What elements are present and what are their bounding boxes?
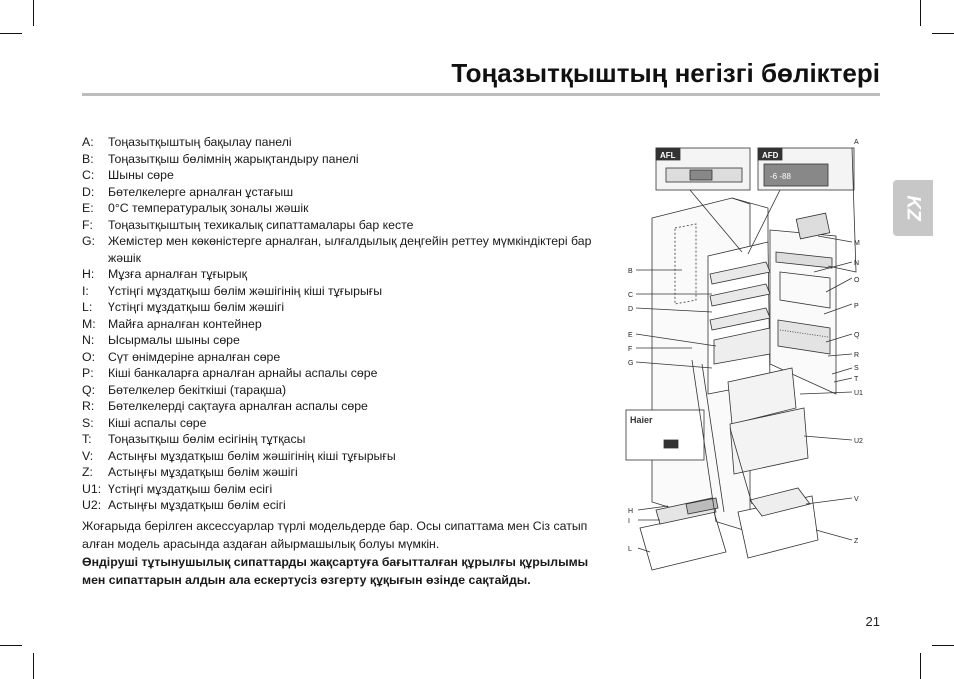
part-description: Астыңғы мұздатқыш бөлім жәшігінің кіші тұғырығы: [108, 448, 396, 463]
part-description: Жемістер мен көкөністерге арналған, ылғалдылық деңгейін реттеу мүмкіндіктері бар жәшік: [108, 234, 592, 265]
part-description: Сүт өнімдеріне арналған сөре: [108, 349, 281, 364]
panel-afd-label: AFD: [762, 151, 779, 160]
diagram-callout-label: G: [628, 360, 634, 367]
part-description: Тоңазытқыштың техикалық сипаттамалары бар кесте: [108, 217, 414, 232]
part-item: [82, 151, 607, 168]
part-description: Мұзға арналған тұғырық: [108, 267, 247, 281]
part-item: [82, 233, 607, 266]
part-item: [82, 382, 607, 399]
brand-logo: Haier: [630, 415, 653, 425]
diagram-callout-label: F: [628, 346, 633, 353]
part-code: R:: [82, 399, 95, 413]
manufacturer-disclaimer: Өндіруші тұтынушылық сипаттарды жақсартуға бағытталған құрылғы құрылымы мен сипаттарын алдын ала ескертусіз өзгерту құқығын өзінде сақтайды.: [82, 555, 589, 587]
part-code: E:: [82, 201, 94, 215]
diagram-callout-label: Q: [854, 332, 860, 339]
diagram-callout-label: T: [854, 376, 859, 383]
part-item: [82, 332, 607, 349]
part-code: G:: [82, 234, 95, 248]
crop-mark: [0, 645, 22, 646]
part-code: S:: [82, 415, 94, 430]
part-code: H:: [82, 267, 95, 281]
part-description: Үстіңгі мұздатқыш бөлім жәшігі: [108, 300, 285, 314]
page-number: 21: [865, 614, 880, 629]
part-code: N:: [82, 333, 95, 347]
part-item: [82, 266, 607, 283]
parts-list: [82, 134, 607, 514]
crop-mark: [0, 33, 22, 34]
part-description: Астыңғы мұздатқыш бөлім жәшігі: [108, 465, 298, 479]
part-item: [82, 365, 607, 382]
part-code: C:: [82, 168, 95, 182]
part-description: Үстіңгі мұздатқыш бөлім есігі: [108, 481, 273, 496]
diagram-callout-label: U1: [854, 390, 863, 397]
page-title: Тоңазытқыштың негізгі бөліктері: [451, 58, 880, 88]
diagram-callout-label: U2: [854, 438, 863, 445]
accessories-note: Жоғарыда берілген аксессуарлар түрлі модельдерде бар. Осы сипаттама мен Сіз сатып алған модель арасында аздаған айырмашылық болуы мүмкін.: [82, 519, 588, 551]
diagram-callout-label: S: [854, 365, 859, 372]
part-code: T:: [82, 432, 92, 446]
diagram-callout-label: P: [854, 303, 859, 310]
diagram-callout-label: B: [628, 268, 633, 275]
language-tab-label: KZ: [902, 195, 924, 221]
part-item: [82, 283, 607, 300]
diagram-callout-label: A: [854, 139, 859, 146]
part-description: Бөтелкелер бекіткіші (тарақша): [108, 382, 287, 397]
language-tab: [893, 180, 933, 236]
crop-mark: [920, 0, 921, 26]
part-code: Z:: [82, 465, 93, 479]
diagram-callout-label: V: [854, 496, 859, 503]
diagram-callout-label: E: [628, 332, 633, 339]
part-item: [82, 299, 607, 316]
part-code: I:: [82, 283, 89, 298]
crop-mark: [932, 33, 954, 34]
part-code: L:: [82, 300, 93, 314]
part-description: Ысырмалы шыны сөре: [108, 333, 240, 347]
part-code: A:: [82, 135, 94, 149]
fridge-diagram: [620, 132, 870, 584]
part-description: Кіші банкаларға арналған арнайы аспалы сөре: [108, 366, 378, 380]
part-description: Шыны сөре: [108, 168, 174, 182]
part-description: Майға арналған контейнер: [108, 316, 262, 331]
part-item: [82, 134, 607, 151]
crop-mark: [33, 0, 34, 26]
part-item: [82, 184, 607, 201]
part-code: B:: [82, 151, 94, 166]
diagram-callout-label: Z: [854, 538, 859, 545]
diagram-callout-label: L: [628, 546, 632, 553]
part-description: Тоңазытқыштың бақылау панелі: [108, 135, 292, 149]
diagram-callout-label: N: [854, 260, 860, 267]
diagram-callout-label: C: [628, 292, 634, 299]
part-item: [82, 464, 607, 481]
part-code: U1:: [82, 481, 102, 496]
part-code: F:: [82, 217, 93, 232]
crop-mark: [920, 653, 921, 679]
part-item: [82, 217, 607, 234]
diagram-callout-label: R: [854, 352, 860, 359]
part-item: [82, 200, 607, 217]
panel-display: -6 -88: [770, 172, 791, 181]
diagram-callout-label: M: [854, 240, 860, 247]
diagram-callout-label: H: [628, 508, 634, 515]
part-code: V:: [82, 448, 94, 463]
crop-mark: [33, 653, 34, 679]
title-divider: [82, 93, 880, 96]
part-item: [82, 398, 607, 415]
part-item: [82, 481, 607, 498]
part-item: [82, 349, 607, 366]
part-item: [82, 415, 607, 432]
diagram-callout-label: O: [854, 277, 860, 284]
part-code: P:: [82, 366, 94, 380]
part-description: Бөтелкелерді сақтауға арналған аспалы сөре: [108, 399, 368, 413]
part-code: D:: [82, 184, 95, 199]
part-description: Бөтелкелерге арналған ұстағыш: [108, 184, 294, 199]
part-description: 0°C температуралық зоналы жәшік: [108, 201, 309, 215]
crop-mark: [932, 645, 954, 646]
part-description: Тоңазытқыш бөлімнің жарықтандыру панелі: [108, 151, 359, 166]
part-item: [82, 497, 607, 514]
part-item: [82, 316, 607, 333]
part-code: U2:: [82, 498, 102, 512]
part-description: Үстіңгі мұздатқыш бөлім жәшігінің кіші тұғырығы: [108, 283, 383, 298]
part-item: [82, 167, 607, 184]
part-description: Тоңазытқыш бөлім есігінің тұтқасы: [108, 432, 306, 446]
part-code: O:: [82, 349, 95, 364]
diagram-callout-label: I: [628, 518, 630, 525]
diagram-callout-label: D: [628, 306, 634, 313]
part-item: [82, 431, 607, 448]
part-code: Q:: [82, 382, 95, 397]
part-description: Кіші аспалы сөре: [108, 415, 207, 430]
panel-afl-label: AFL: [660, 151, 676, 160]
part-item: [82, 448, 607, 465]
part-description: Астыңғы мұздатқыш бөлім есігі: [108, 498, 286, 512]
part-code: M:: [82, 316, 96, 331]
